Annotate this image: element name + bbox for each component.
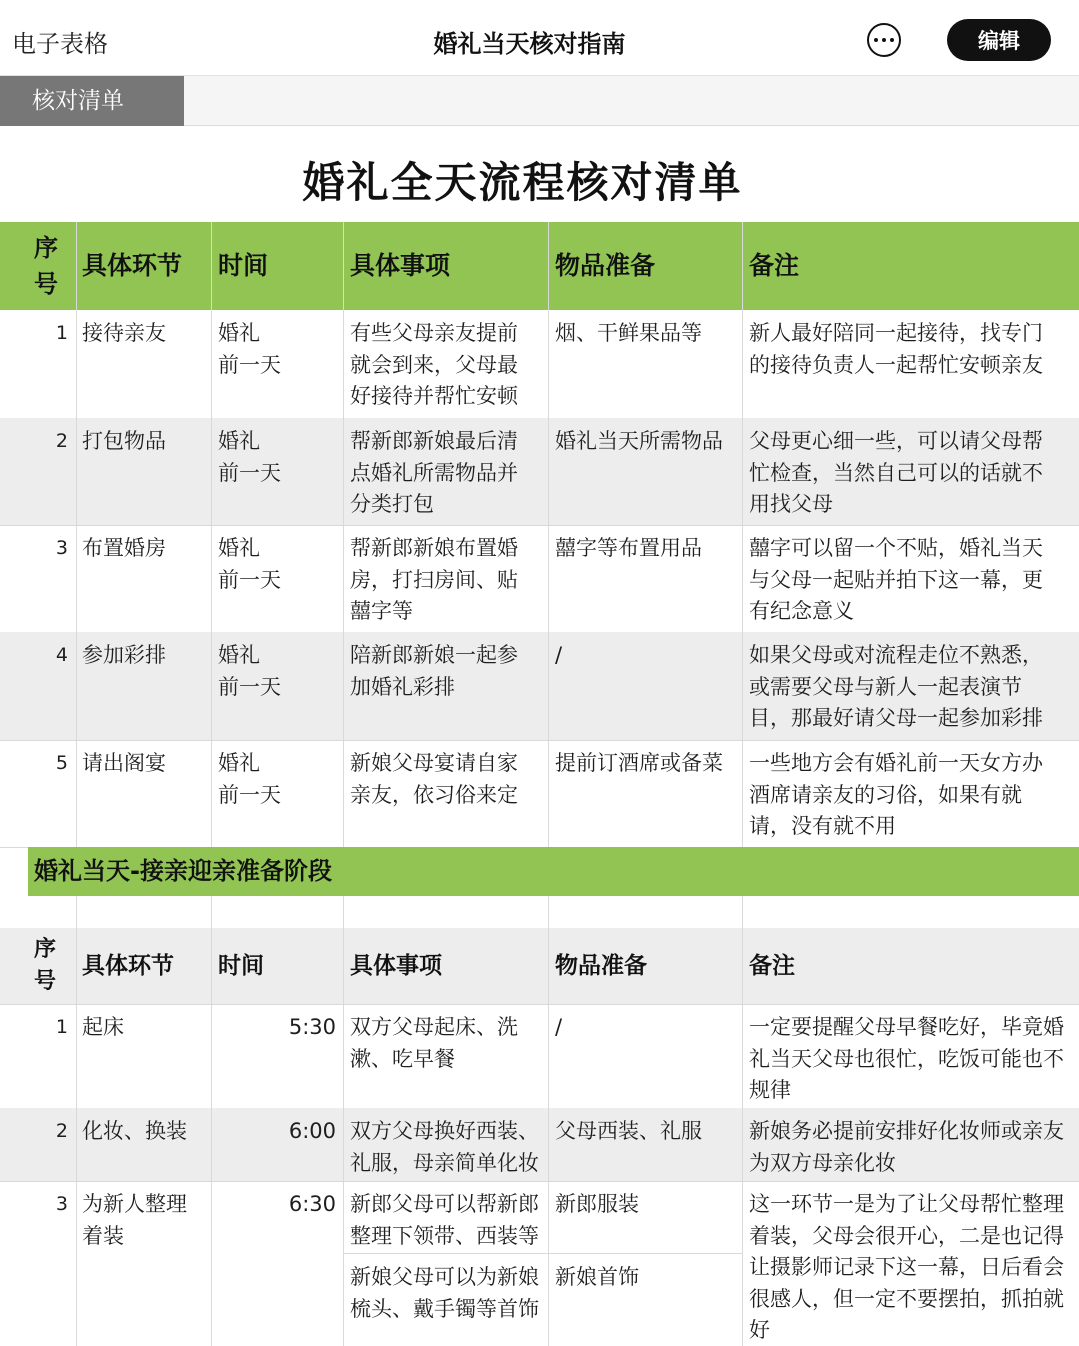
grid-line — [548, 525, 549, 632]
grid-line — [76, 418, 77, 525]
time-cell[interactable]: 婚礼 前一天 — [218, 429, 281, 485]
row-number: 5 — [55, 752, 68, 774]
step-cell[interactable]: 打包物品 — [82, 429, 166, 453]
grid-line — [343, 222, 344, 310]
items-cell[interactable]: 烟、干鲜果品等 — [555, 321, 702, 345]
detail-cell[interactable]: 新娘父母可以为新娘 梳头、戴手镯等首饰 — [350, 1265, 539, 1321]
grid-line — [343, 1181, 344, 1346]
grid-line — [76, 632, 77, 740]
top-bar — [0, 0, 1079, 76]
items-cell[interactable]: / — [555, 643, 563, 667]
grid-line — [548, 418, 549, 525]
grid-line — [343, 896, 344, 928]
items-cell[interactable]: 父母西装、礼服 — [555, 1119, 702, 1143]
grid-line — [211, 632, 212, 740]
cell-divider — [343, 1253, 742, 1254]
detail-cell[interactable]: 有些父母亲友提前 就会到来，父母最 好接待并帮忙安顿 — [350, 321, 518, 408]
note-cell[interactable]: 这一环节一是为了让父母帮忙整理 着装，父母会很开心，二是也记得 让摄影师记录下这一幕，日后看会 很感人，但一定不要摆拍，抓拍就 好 — [749, 1192, 1064, 1342]
document-title: 婚礼当天核对指南 — [433, 30, 626, 58]
more-icon[interactable] — [867, 23, 901, 57]
note-cell[interactable]: 囍字可以留一个不贴，婚礼当天 与父母一起贴并拍下这一幕，更 有纪念意义 — [749, 536, 1043, 623]
section-title: 婚礼当天-接亲迎亲准备阶段 — [34, 857, 332, 885]
time-cell[interactable]: 5:30 — [288, 1015, 336, 1039]
grid-line — [343, 1004, 344, 1108]
grid-line — [742, 1004, 743, 1108]
step-cell[interactable]: 化妆、换装 — [82, 1119, 187, 1143]
grid-line — [742, 632, 743, 740]
note-cell[interactable]: 一些地方会有婚礼前一天女方办 酒席请亲友的习俗，如果有就 请，没有就不用 — [749, 751, 1043, 838]
grid-line — [742, 310, 743, 418]
time-cell[interactable]: 婚礼 前一天 — [218, 643, 281, 699]
grid-line — [211, 1108, 212, 1181]
grid-line — [76, 525, 77, 632]
grid-line — [548, 740, 549, 847]
grid-line — [76, 740, 77, 847]
column-header[interactable]: 具体环节 — [82, 953, 174, 979]
detail-cell[interactable]: 陪新郎新娘一起参 加婚礼彩排 — [350, 643, 518, 699]
column-header[interactable]: 物品准备 — [555, 953, 647, 979]
column-header[interactable]: 具体事项 — [350, 953, 442, 979]
grid-line — [76, 1004, 77, 1108]
grid-line — [343, 418, 344, 525]
grid-line — [742, 418, 743, 525]
column-header[interactable]: 时间 — [218, 251, 269, 280]
grid-line — [548, 632, 549, 740]
time-cell[interactable]: 婚礼 前一天 — [218, 321, 281, 377]
grid-line — [548, 1181, 549, 1346]
detail-cell[interactable]: 双方父母起床、洗 漱、吃早餐 — [350, 1015, 518, 1071]
detail-cell[interactable]: 新郎父母可以帮新郎 整理下领带、西装等 — [350, 1192, 539, 1248]
items-cell[interactable]: / — [555, 1015, 563, 1039]
grid-line — [548, 896, 549, 928]
time-cell[interactable]: 6:00 — [288, 1119, 336, 1143]
column-header[interactable]: 时间 — [218, 953, 264, 979]
grid-line — [211, 1181, 212, 1346]
grid-line — [211, 310, 212, 418]
row-number: 1 — [55, 322, 68, 344]
grid-line — [76, 928, 77, 1004]
note-cell[interactable]: 父母更心细一些，可以请父母帮 忙检查，当然自己可以的话就不 用找父母 — [749, 429, 1043, 516]
grid-line — [742, 1181, 743, 1346]
note-cell[interactable]: 一定要提醒父母早餐吃好，毕竟婚 礼当天父母也很忙，吃饭可能也不 规律 — [749, 1015, 1064, 1102]
time-cell[interactable]: 婚礼 前一天 — [218, 751, 281, 807]
grid-line — [343, 1108, 344, 1181]
note-cell[interactable]: 新娘务必提前安排好化妆师或亲友 为双方母亲化妆 — [749, 1119, 1064, 1175]
grid-line — [76, 1181, 77, 1346]
grid-line — [211, 896, 212, 928]
step-cell[interactable]: 接待亲友 — [82, 321, 166, 345]
grid-line — [211, 928, 212, 1004]
column-header[interactable]: 物品准备 — [555, 251, 656, 280]
app-name: 电子表格 — [12, 30, 108, 58]
grid-line — [742, 525, 743, 632]
grid-line — [211, 525, 212, 632]
items-cell[interactable]: 提前订酒席或备菜 — [555, 751, 723, 775]
grid-line — [548, 928, 549, 1004]
column-header[interactable]: 备注 — [749, 251, 800, 280]
grid-line — [76, 1108, 77, 1181]
grid-line — [742, 896, 743, 928]
step-cell[interactable]: 起床 — [82, 1015, 124, 1039]
detail-cell[interactable]: 新娘父母宴请自家 亲友，依习俗来定 — [350, 751, 518, 807]
items-cell[interactable]: 新娘首饰 — [555, 1265, 639, 1289]
grid-line — [76, 222, 77, 310]
items-cell[interactable]: 婚礼当天所需物品 — [555, 429, 723, 453]
step-cell[interactable]: 请出阁宴 — [82, 751, 166, 775]
grid-line — [76, 896, 77, 928]
edit-button[interactable]: 编辑 — [947, 19, 1051, 61]
note-cell[interactable]: 如果父母或对流程走位不熟悉， 或需要父母与新人一起表演节 目，那最好请父母一起参加彩排 — [749, 643, 1043, 730]
row-number: 4 — [55, 644, 68, 666]
detail-cell[interactable]: 帮新郎新娘布置婚 房，打扫房间、贴 囍字等 — [350, 536, 518, 623]
note-cell[interactable]: 新人最好陪同一起接待，找专门 的接待负责人一起帮忙安顿亲友 — [749, 321, 1043, 377]
grid-line — [742, 740, 743, 847]
time-cell[interactable]: 6:30 — [288, 1192, 336, 1216]
grid-line — [343, 310, 344, 418]
grid-line — [343, 740, 344, 847]
grid-line — [211, 740, 212, 847]
row-number: 2 — [55, 1120, 68, 1142]
items-cell[interactable]: 新郎服装 — [555, 1192, 639, 1216]
grid-line — [548, 310, 549, 418]
grid-line — [343, 525, 344, 632]
detail-cell[interactable]: 双方父母换好西装、 礼服，母亲简单化妆 — [350, 1119, 539, 1175]
time-cell[interactable]: 婚礼 前一天 — [218, 536, 281, 592]
grid-line — [548, 222, 549, 310]
sheet-tab-checklist[interactable]: 核对清单 — [0, 76, 184, 126]
grid-line — [76, 310, 77, 418]
step-cell[interactable]: 参加彩排 — [82, 643, 166, 667]
column-header[interactable]: 具体事项 — [350, 251, 451, 280]
grid-line — [548, 1108, 549, 1181]
row-number: 3 — [55, 1193, 68, 1215]
detail-cell[interactable]: 帮新郎新娘最后清 点婚礼所需物品并 分类打包 — [350, 429, 518, 516]
grid-line — [742, 222, 743, 310]
column-header[interactable]: 具体环节 — [82, 251, 183, 280]
column-header[interactable]: 序号 — [34, 234, 58, 298]
grid-line — [548, 1004, 549, 1108]
row-number: 1 — [55, 1016, 68, 1038]
column-header[interactable]: 备注 — [749, 953, 795, 979]
sheet-title: 婚礼全天流程核对清单 — [302, 158, 743, 207]
sheet-tab-bar — [0, 76, 1079, 126]
grid-line — [211, 1004, 212, 1108]
items-cell[interactable]: 囍字等布置用品 — [555, 536, 702, 560]
step-cell[interactable]: 为新人整理 着装 — [82, 1192, 187, 1248]
step-cell[interactable]: 布置婚房 — [82, 536, 166, 560]
grid-line — [211, 418, 212, 525]
grid-line — [742, 928, 743, 1004]
grid-line — [343, 632, 344, 740]
grid-line — [211, 222, 212, 310]
row-number: 2 — [55, 430, 68, 452]
grid-line — [343, 928, 344, 1004]
row-number: 3 — [55, 537, 68, 559]
column-header[interactable]: 序号 — [34, 937, 57, 994]
grid-line — [742, 1108, 743, 1181]
